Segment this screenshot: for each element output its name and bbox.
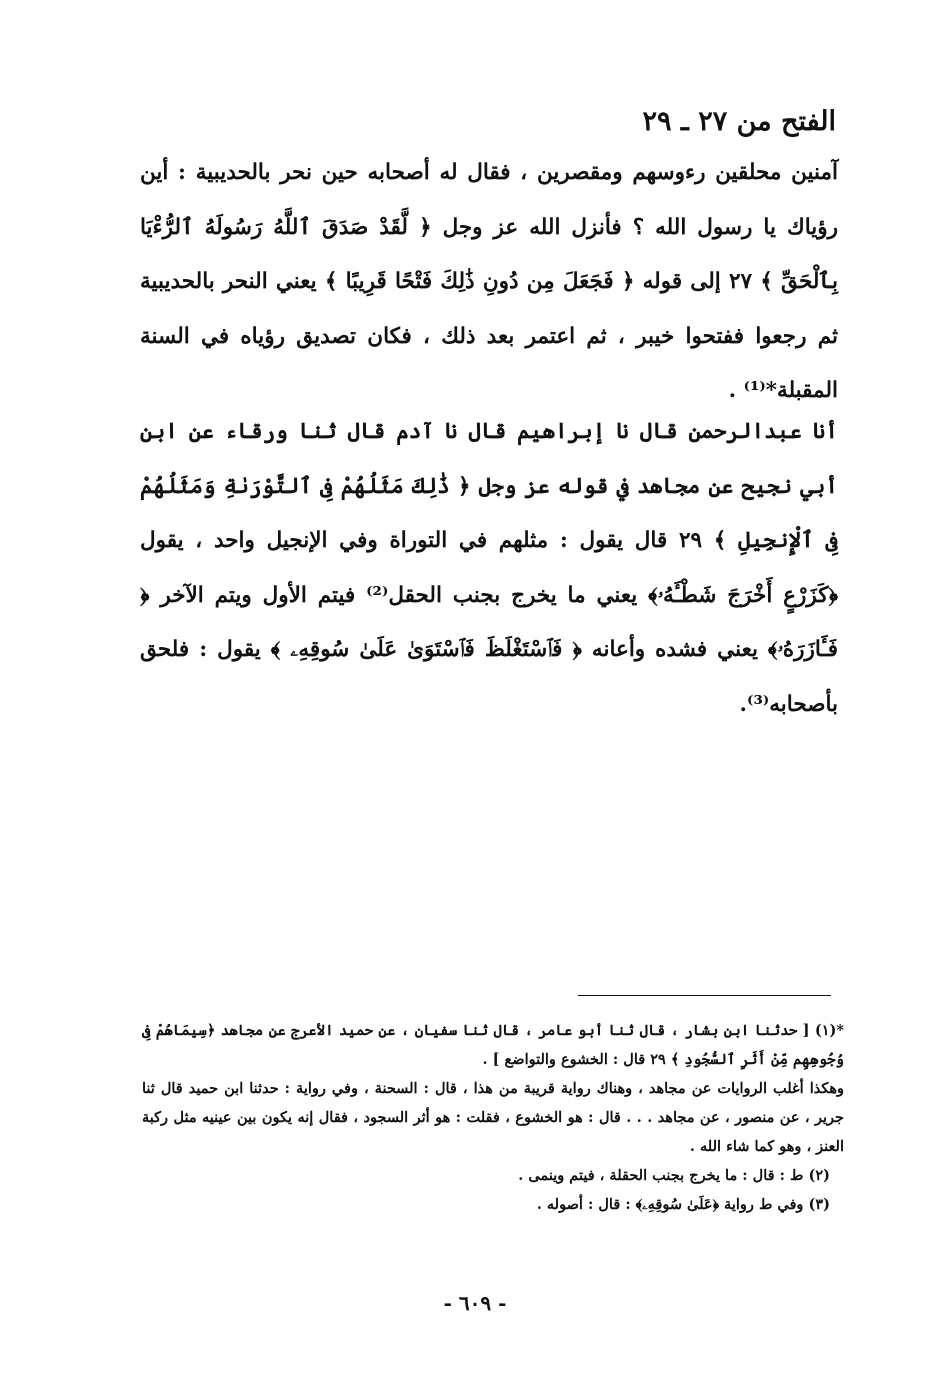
footnotes — [142, 1016, 844, 1219]
footnote-2: (٢) ط : قال : ما يخرج بجنب الحقلة ، فيتم وينمى . — [518, 1167, 830, 1184]
main-paragraph-2 — [140, 405, 838, 733]
footnote-1: *(١) [ حدثنا ابن بشار ، قال ثنا أبو عامر ، قال ثنا سفيان ، عن حميد الأعرج عن مجاهد ﴿سِيمَاهُمْ فِى وُجُوهِهِم مِّنْ أَثَرِ ٱلسُّجُودِ ﴾ ٢٩ قال : الخشوع والتواضع ] . — [142, 1022, 844, 1068]
paragraph-text: آمنين محلقين رءوسهم ومقصرين ، فقال له أصحابه حين نحر بالحديبية : أين رؤياك يا رسول الله ؟ فأنزل الله عز وجل ﴿ لَّقَدْ صَدَقَ ٱللَّهُ رَسُولَهُ ٱلرُّءْيَا بِٱلْحَقِّ ﴾ ٢٧ إلى قوله ﴿ فَجَعَلَ مِن دُونِ ذَٰلِكَ فَتْحًا قَرِيبًا ﴾ يعني النحر بالحديبية ثم رجعوا ففتحوا خيبر ، ثم اعتمر بعد ذلك ، فكان تصديق رؤياه في السنة المقبلة*⁽¹⁾ . — [140, 160, 838, 404]
running-header: الفتح من ٢٧ ـ ٢٩ — [642, 106, 836, 137]
footnote-3: (٣) وفي ط رواية ﴿عَلَىٰ سُوقِهِۦ﴾ : قال : أصوله . — [536, 1196, 830, 1213]
footnote-1-continuation: وهكذا أغلب الروايات عن مجاهد ، وهناك رواية قريبة من هذا ، قال : السحنة ، وفي رواية : حدثنا ابن حميد قال ثنا جرير ، عن منصور ، عن مجاهد . . . قال : هو الخشوع ، فقلت : هو أثر السجود ، فقال إنه يكون بين عينيه مثل ركبة العنز ، وهو كما شاء الله . — [142, 1080, 844, 1155]
footnote-separator — [578, 995, 831, 996]
paragraph-text: أنا عبدالرحمن قال نا إبراهيم قال نا آدم قال ثنا ورقاء عن ابن أبي نجيح عن مجاهد في قوله عز وجل ﴿ ذَٰلِكَ مَثَلُهُمْ فِى ٱلتَّوْرَىٰةِ وَمَثَلُهُمْ فِى ٱلْإِنجِيلِ ﴾ ٢٩ قال يقول : مثلهم في التوراة وفي الإنجيل واحد ، يقول ﴿كَزَرْعٍ أَخْرَجَ شَطْـَٔهُۥ﴾ يعني ما يخرج بجنب الحقل⁽²⁾ فيتم الأول ويتم الآخر ﴿ فَـَٔازَرَهُۥ﴾ يعني فشده وأعانه ﴿ فَٱسْتَغْلَظَ فَٱسْتَوَىٰ عَلَىٰ سُوقِهِۦ ﴾ يقول : فلحق بأصحابه⁽³⁾. — [140, 419, 838, 717]
page-number: - ٦٠٩ - — [443, 1291, 507, 1315]
main-paragraph-1 — [140, 146, 838, 419]
